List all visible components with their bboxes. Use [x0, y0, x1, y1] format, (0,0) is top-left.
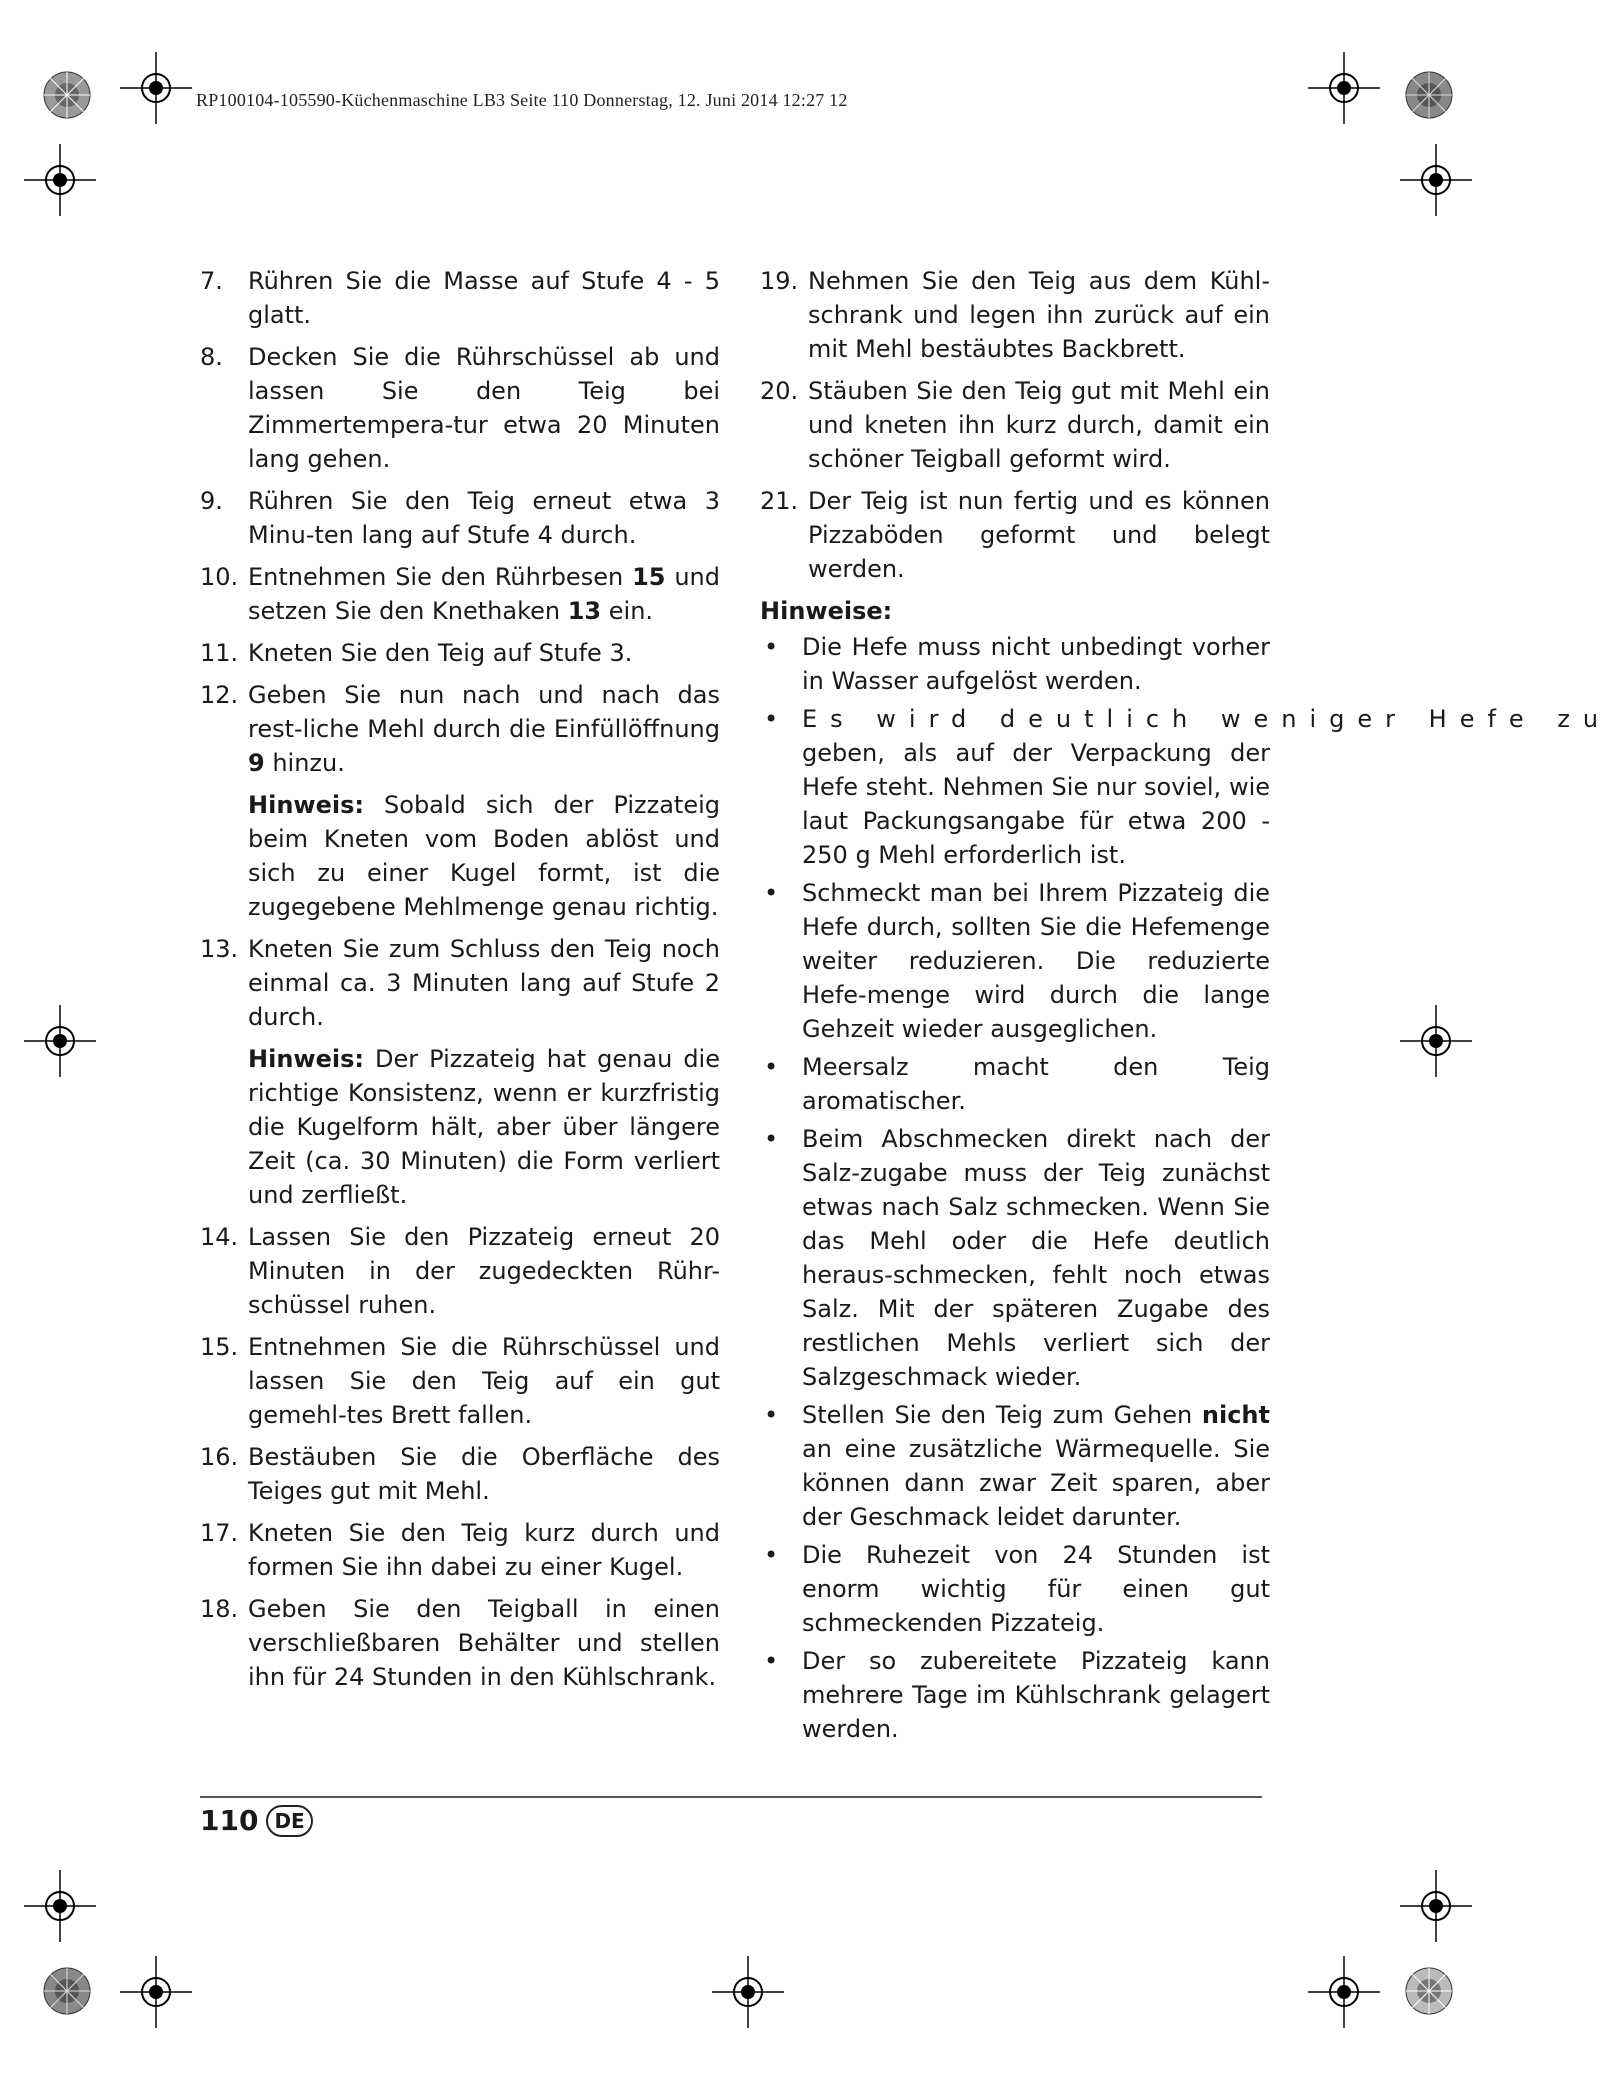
tip-text: Der so zubereitete Pizzateig kann mehrere Tage im Kühlschrank gelagert werden.	[802, 1647, 1270, 1743]
tips-heading: Hinweise:	[760, 597, 893, 625]
step-text: Rühren Sie den Teig erneut etwa 3 Minu-ten lang auf Stufe 4 durch.	[248, 487, 720, 549]
step-number: 12.	[200, 681, 239, 709]
bullet-icon: •	[764, 1053, 779, 1081]
color-wheel-icon	[42, 1966, 92, 2016]
step-text: Nehmen Sie den Teig aus dem Kühl-schrank und legen ihn zurück auf ein mit Mehl bestäubtes Backbrett.	[808, 267, 1270, 363]
registration-mark-icon	[1308, 52, 1380, 124]
note-1	[200, 788, 720, 924]
part-number: 13	[567, 597, 602, 625]
tip-item	[760, 1644, 1270, 1746]
registration-mark-icon	[1400, 1005, 1472, 1077]
registration-mark-icon	[1400, 1870, 1472, 1942]
bullet-icon: •	[764, 1541, 779, 1569]
step-text: Kneten Sie den Teig auf Stufe 3.	[248, 639, 633, 667]
tip-item	[760, 630, 1270, 698]
step-7	[200, 264, 720, 332]
bullet-icon: •	[764, 1401, 779, 1429]
step-text: hinzu.	[264, 749, 345, 777]
step-15	[200, 1330, 720, 1432]
left-column	[200, 264, 720, 1702]
step-number: 8.	[200, 343, 223, 371]
note-text: Der Pizzateig hat genau die richtige Konsistenz, wenn er kurzfristig die Kugelform hält, aber über längere Zeit (ca. 30 Minuten) die Form verliert und zerfließt.	[248, 1045, 720, 1209]
step-number: 18.	[200, 1595, 239, 1623]
registration-mark-icon	[24, 1870, 96, 1942]
tip-item	[760, 1398, 1270, 1534]
bullet-icon: •	[764, 879, 779, 907]
note-label: Hinweis:	[248, 791, 364, 819]
print-slug: RP100104-105590-Küchenmaschine LB3 Seite 110 Donnerstag, 12. Juni 2014 12:27 12	[196, 90, 848, 110]
step-number: 17.	[200, 1519, 239, 1547]
step-number: 14.	[200, 1223, 239, 1251]
tip-text: Die Hefe muss nicht unbedingt vorher in Wasser aufgelöst werden.	[802, 633, 1270, 695]
tip-text: Meersalz macht den Teig aromatischer.	[802, 1053, 1270, 1115]
registration-mark-icon	[712, 1956, 784, 2028]
note-label: Hinweis:	[248, 1045, 364, 1073]
step-text: Stäuben Sie den Teig gut mit Mehl ein und kneten ihn kurz durch, damit ein schöner Teigball geformt wird.	[808, 377, 1270, 473]
part-number: 9	[248, 749, 265, 777]
tip-text: geben, als auf der Verpackung der Hefe steht. Nehmen Sie nur soviel, wie laut Packungsangabe für etwa 200 - 250 g Mehl erforderlich ist.	[802, 739, 1270, 869]
step-11	[200, 636, 720, 670]
step-number: 21.	[760, 487, 799, 515]
step-13	[200, 932, 720, 1034]
step-number: 19.	[760, 267, 799, 295]
step-number: 16.	[200, 1443, 239, 1471]
note-2	[200, 1042, 720, 1212]
color-wheel-icon	[1404, 70, 1454, 120]
tip-text: Schmeckt man bei Ihrem Pizzateig die Hefe durch, sollten Sie die Hefemenge weiter reduzieren. Die reduzierte Hefe-menge wird durch die lange Gehzeit wieder ausgeglichen.	[802, 879, 1270, 1043]
step-text: und setzen Sie den Knethaken	[248, 563, 720, 625]
step-number: 10.	[200, 563, 239, 591]
step-17	[200, 1516, 720, 1584]
bullet-icon: •	[764, 633, 779, 661]
step-text: Bestäuben Sie die Oberfläche des Teiges gut mit Mehl.	[248, 1443, 720, 1505]
step-text: Decken Sie die Rührschüssel ab und lassen Sie den Teig bei Zimmertempera-tur etwa 20 Minuten lang gehen.	[248, 343, 720, 473]
step-18	[200, 1592, 720, 1694]
registration-mark-icon	[1308, 1956, 1380, 2028]
color-wheel-icon	[1404, 1966, 1454, 2016]
step-text: Kneten Sie den Teig kurz durch und formen Sie ihn dabei zu einer Kugel.	[248, 1519, 720, 1581]
step-text: Lassen Sie den Pizzateig erneut 20 Minuten in der zugedeckten Rühr-schüssel ruhen.	[248, 1223, 720, 1319]
part-number: 15	[632, 563, 666, 591]
step-number: 9.	[200, 487, 223, 515]
step-19	[760, 264, 1270, 366]
bullet-icon: •	[764, 1125, 779, 1153]
step-text: Entnehmen Sie die Rührschüssel und lassen Sie den Teig auf ein gut gemehl-tes Brett fallen.	[248, 1333, 720, 1429]
registration-mark-icon	[24, 144, 96, 216]
step-10	[200, 560, 720, 628]
color-wheel-icon	[42, 70, 92, 120]
step-text: ein.	[601, 597, 654, 625]
step-16	[200, 1440, 720, 1508]
bullet-icon: •	[764, 1647, 779, 1675]
footer	[200, 1804, 313, 1837]
registration-mark-icon	[24, 1005, 96, 1077]
registration-mark-icon	[1400, 144, 1472, 216]
emphasis: nicht	[1201, 1401, 1270, 1429]
step-21	[760, 484, 1270, 586]
step-text: Rühren Sie die Masse auf Stufe 4 - 5 glatt.	[248, 267, 720, 329]
step-text: Geben Sie nun nach und nach das rest-liche Mehl durch die Einfüllöffnung	[248, 681, 720, 743]
step-number: 15.	[200, 1333, 239, 1361]
tip-text-spaced: Es wird deutlich weniger Hefe zu	[802, 705, 1611, 733]
step-9	[200, 484, 720, 552]
bullet-icon: •	[764, 705, 779, 733]
tip-text: Die Ruhezeit von 24 Stunden ist enorm wichtig für einen gut schmeckenden Pizzateig.	[802, 1541, 1270, 1637]
step-number: 11.	[200, 639, 239, 667]
tip-item	[760, 1050, 1270, 1118]
tip-item	[760, 1122, 1270, 1394]
footer-rule	[200, 1796, 1262, 1798]
tip-item	[760, 702, 1611, 872]
step-14	[200, 1220, 720, 1322]
step-8	[200, 340, 720, 476]
right-column	[760, 264, 1611, 1750]
step-12	[200, 678, 720, 780]
page-number: 110	[200, 1804, 259, 1837]
note-text: Sobald sich der Pizzateig beim Kneten vom Boden ablöst und sich zu einer Kugel formt, ist die zugegebene Mehlmenge genau richtig.	[248, 791, 720, 921]
registration-mark-icon	[120, 52, 192, 124]
step-text: Geben Sie den Teigball in einen verschließbaren Behälter und stellen ihn für 24 Stunden in den Kühlschrank.	[248, 1595, 720, 1691]
step-text: Der Teig ist nun fertig und es können Pizzaböden geformt und belegt werden.	[808, 487, 1270, 583]
step-text: Entnehmen Sie den Rührbesen	[248, 563, 633, 591]
step-20	[760, 374, 1270, 476]
registration-mark-icon	[120, 1956, 192, 2028]
tip-text: Beim Abschmecken direkt nach der Salz-zugabe muss der Teig zunächst etwas nach Salz schmecken. Wenn Sie das Mehl oder die Hefe deutlich heraus-schmecken, fehlt noch etwas Salz. Mit der späteren Zugabe des restlichen Mehls verliert sich der Salzgeschmack wieder.	[802, 1125, 1270, 1391]
tip-text: Stellen Sie den Teig zum Gehen	[802, 1401, 1202, 1429]
tip-text: an eine zusätzliche Wärmequelle. Sie können dann zwar Zeit sparen, aber der Geschmack leidet darunter.	[802, 1435, 1270, 1531]
step-number: 20.	[760, 377, 799, 405]
step-number: 13.	[200, 935, 239, 963]
step-text: Kneten Sie zum Schluss den Teig noch einmal ca. 3 Minuten lang auf Stufe 2 durch.	[248, 935, 720, 1031]
step-number: 7.	[200, 267, 223, 295]
tip-item	[760, 876, 1270, 1046]
tip-item	[760, 1538, 1270, 1640]
language-badge: DE	[266, 1805, 312, 1837]
